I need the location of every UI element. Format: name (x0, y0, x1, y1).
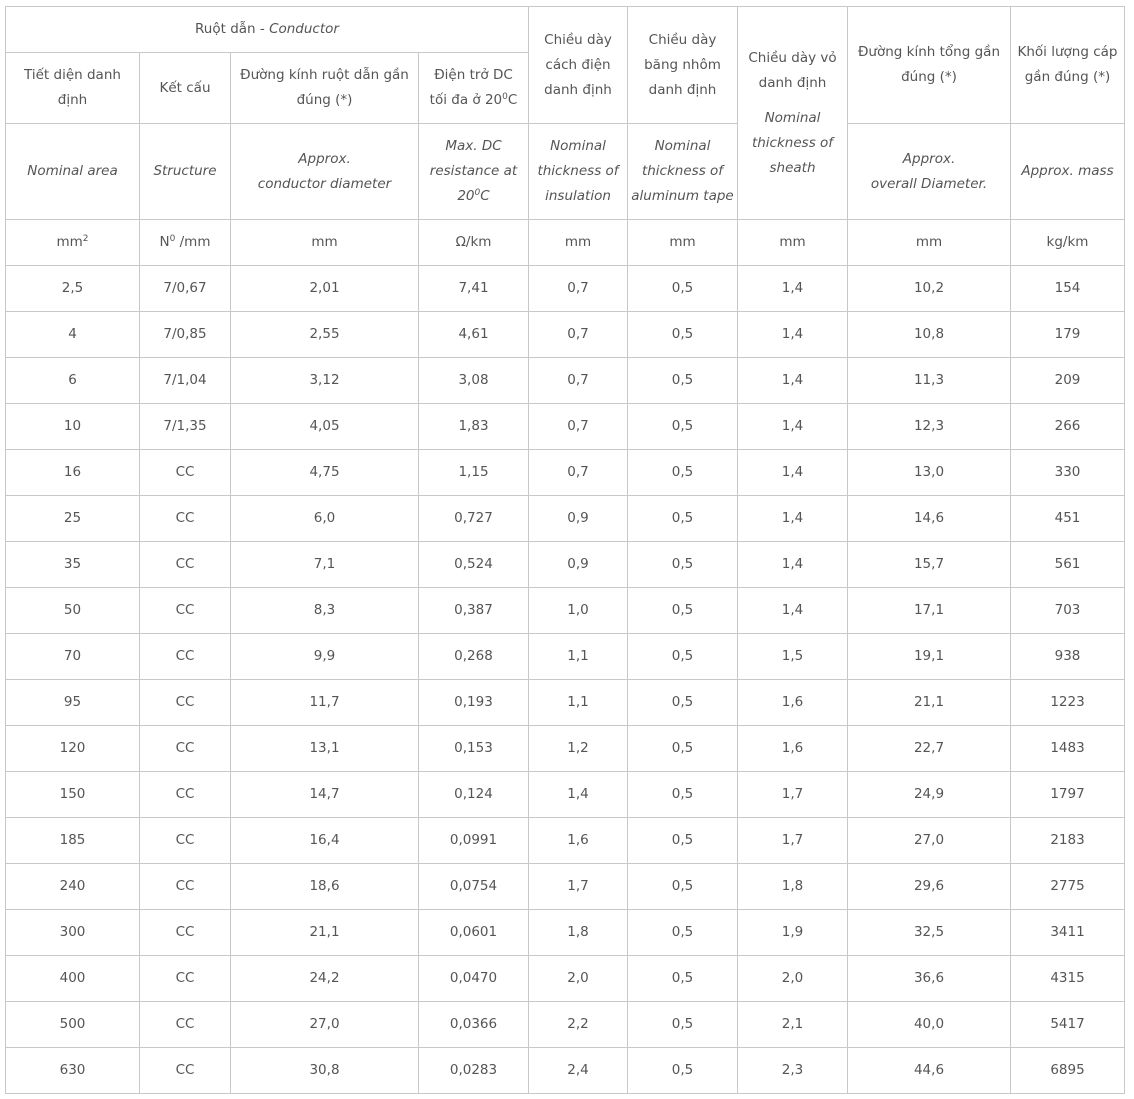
cell-sheath: 1,4 (738, 496, 848, 542)
cell-insulation: 0,9 (529, 542, 628, 588)
conductor-group-header (6, 7, 529, 53)
cell-aluminum-tape: 0,5 (628, 772, 738, 818)
cell-mass: 6895 (1011, 1048, 1125, 1094)
cell-overall-diameter: 22,7 (848, 726, 1011, 772)
cell-insulation: 0,9 (529, 496, 628, 542)
cell-aluminum-tape: 0,5 (628, 818, 738, 864)
cell-insulation: 2,2 (529, 1002, 628, 1048)
cell-structure: CC (140, 818, 231, 864)
cell-structure: CC (140, 496, 231, 542)
resistance-header-vi (419, 53, 529, 124)
conductor-diameter-en-line2: conductor diameter (257, 175, 392, 192)
cell-conductor-diameter: 27,0 (231, 1002, 419, 1048)
cell-resistance: 0,0991 (419, 818, 529, 864)
table-row (6, 312, 1125, 358)
cell-mass: 209 (1011, 358, 1125, 404)
cell-structure: CC (140, 542, 231, 588)
cell-overall-diameter: 10,2 (848, 266, 1011, 312)
cell-nominal-area: 240 (6, 864, 140, 910)
header-row-group (6, 7, 1125, 53)
sheath-header-en: Nominal thickness of sheath (751, 109, 834, 176)
cell-nominal-area: 120 (6, 726, 140, 772)
cell-overall-diameter: 19,1 (848, 634, 1011, 680)
sheath-header-vi: Chiều dày vỏ danh định (748, 49, 837, 91)
resistance-en-sup: 0 (474, 188, 481, 198)
resistance-vi-line2: tối đa ở 20 (429, 92, 503, 108)
cell-sheath: 1,5 (738, 634, 848, 680)
cell-resistance: 0,0754 (419, 864, 529, 910)
cell-insulation: 1,8 (529, 910, 628, 956)
cell-conductor-diameter: 8,3 (231, 588, 419, 634)
cell-conductor-diameter: 16,4 (231, 818, 419, 864)
cell-resistance: 1,83 (419, 404, 529, 450)
cell-aluminum-tape: 0,5 (628, 910, 738, 956)
cell-mass: 938 (1011, 634, 1125, 680)
table-row (6, 1002, 1125, 1048)
cell-insulation: 0,7 (529, 404, 628, 450)
cell-overall-diameter: 12,3 (848, 404, 1011, 450)
cell-conductor-diameter: 4,75 (231, 450, 419, 496)
cell-insulation: 1,6 (529, 818, 628, 864)
resistance-vi-line1: Điện trở DC (434, 67, 513, 83)
overall-diameter-header-en (848, 124, 1011, 220)
cell-conductor-diameter: 24,2 (231, 956, 419, 1002)
resistance-vi-sup: 0 (502, 92, 508, 102)
cell-mass: 154 (1011, 266, 1125, 312)
cell-conductor-diameter: 4,05 (231, 404, 419, 450)
cell-insulation: 2,0 (529, 956, 628, 1002)
overall-diameter-en-line1: Approx. (902, 150, 956, 167)
unit-mass: kg/km (1011, 220, 1125, 266)
conductor-group-en: Conductor (269, 21, 339, 37)
table-row (6, 864, 1125, 910)
aluminum-tape-header-en: Nominal thickness of aluminum tape (628, 124, 738, 220)
table-row (6, 496, 1125, 542)
cell-insulation: 0,7 (529, 450, 628, 496)
cell-overall-diameter: 29,6 (848, 864, 1011, 910)
unit-conductor-diameter: mm (231, 220, 419, 266)
resistance-en-unit: C (480, 188, 490, 204)
cell-structure: 7/0,67 (140, 266, 231, 312)
unit-structure-tail: /mm (175, 234, 211, 250)
cell-conductor-diameter: 14,7 (231, 772, 419, 818)
cell-structure: CC (140, 910, 231, 956)
header-row-en (6, 124, 1125, 220)
table-row (6, 634, 1125, 680)
cell-mass: 1797 (1011, 772, 1125, 818)
cell-conductor-diameter: 11,7 (231, 680, 419, 726)
cell-nominal-area: 150 (6, 772, 140, 818)
cell-resistance: 0,268 (419, 634, 529, 680)
cell-resistance: 0,0283 (419, 1048, 529, 1094)
resistance-header-en (419, 124, 529, 220)
table-row (6, 358, 1125, 404)
table-row (6, 588, 1125, 634)
cell-sheath: 1,4 (738, 312, 848, 358)
insulation-header-vi: Chiều dày cách điện danh định (529, 7, 628, 124)
cell-mass: 1223 (1011, 680, 1125, 726)
table-body (6, 266, 1125, 1094)
cell-overall-diameter: 32,5 (848, 910, 1011, 956)
cell-nominal-area: 16 (6, 450, 140, 496)
cell-resistance: 0,727 (419, 496, 529, 542)
cell-aluminum-tape: 0,5 (628, 588, 738, 634)
insulation-header-en: Nominal thickness of insulation (529, 124, 628, 220)
cell-sheath: 1,8 (738, 864, 848, 910)
cell-structure: CC (140, 634, 231, 680)
cell-structure: CC (140, 1048, 231, 1094)
cable-spec-table (5, 6, 1125, 1094)
unit-nominal-area-sup: 2 (82, 234, 89, 244)
cell-conductor-diameter: 2,01 (231, 266, 419, 312)
cell-insulation: 1,0 (529, 588, 628, 634)
cell-sheath: 1,4 (738, 450, 848, 496)
cell-aluminum-tape: 0,5 (628, 1048, 738, 1094)
table-row (6, 726, 1125, 772)
cell-sheath: 2,1 (738, 1002, 848, 1048)
cell-aluminum-tape: 0,5 (628, 680, 738, 726)
cell-insulation: 1,1 (529, 634, 628, 680)
cell-conductor-diameter: 2,55 (231, 312, 419, 358)
table-row (6, 772, 1125, 818)
cell-aluminum-tape: 0,5 (628, 956, 738, 1002)
unit-structure-sup: 0 (169, 234, 176, 244)
cell-resistance: 3,08 (419, 358, 529, 404)
cell-mass: 5417 (1011, 1002, 1125, 1048)
cell-overall-diameter: 24,9 (848, 772, 1011, 818)
conductor-diameter-header-vi: Đường kính ruột dẫn gần đúng (*) (231, 53, 419, 124)
structure-header-vi: Kết cấu (140, 53, 231, 124)
overall-diameter-en-line2: overall Diameter. (870, 175, 988, 192)
cell-conductor-diameter: 6,0 (231, 496, 419, 542)
cell-conductor-diameter: 3,12 (231, 358, 419, 404)
cell-aluminum-tape: 0,5 (628, 450, 738, 496)
cell-aluminum-tape: 0,5 (628, 312, 738, 358)
cell-mass: 4315 (1011, 956, 1125, 1002)
cell-nominal-area: 300 (6, 910, 140, 956)
table-row (6, 956, 1125, 1002)
conductor-diameter-en-line1: Approx. (298, 150, 351, 167)
cell-resistance: 0,124 (419, 772, 529, 818)
resistance-en-line2: resistance at (429, 163, 518, 179)
cell-aluminum-tape: 0,5 (628, 404, 738, 450)
cell-sheath: 1,9 (738, 910, 848, 956)
structure-header-en: Structure (140, 124, 231, 220)
cell-mass: 1483 (1011, 726, 1125, 772)
unit-structure (140, 220, 231, 266)
cell-overall-diameter: 13,0 (848, 450, 1011, 496)
cell-aluminum-tape: 0,5 (628, 864, 738, 910)
cell-nominal-area: 70 (6, 634, 140, 680)
cell-sheath: 1,7 (738, 818, 848, 864)
cell-conductor-diameter: 7,1 (231, 542, 419, 588)
mass-header-vi: Khối lượng cáp gần đúng (*) (1011, 7, 1125, 124)
cell-structure: CC (140, 680, 231, 726)
aluminum-tape-header-vi: Chiều dày băng nhôm danh định (628, 7, 738, 124)
conductor-group-vi: Ruột dẫn - (195, 21, 270, 37)
overall-diameter-header-vi: Đường kính tổng gần đúng (*) (848, 7, 1011, 124)
cell-nominal-area: 500 (6, 1002, 140, 1048)
cell-aluminum-tape: 0,5 (628, 266, 738, 312)
cell-insulation: 0,7 (529, 358, 628, 404)
conductor-diameter-header-en (231, 124, 419, 220)
cell-resistance: 0,0366 (419, 1002, 529, 1048)
cell-insulation: 1,4 (529, 772, 628, 818)
cell-mass: 266 (1011, 404, 1125, 450)
cell-overall-diameter: 17,1 (848, 588, 1011, 634)
unit-aluminum-tape: mm (628, 220, 738, 266)
cell-structure: CC (140, 726, 231, 772)
cell-insulation: 2,4 (529, 1048, 628, 1094)
cell-nominal-area: 10 (6, 404, 140, 450)
cell-structure: 7/0,85 (140, 312, 231, 358)
cell-aluminum-tape: 0,5 (628, 542, 738, 588)
cell-sheath: 1,4 (738, 588, 848, 634)
header-row-units (6, 220, 1125, 266)
cell-mass: 2183 (1011, 818, 1125, 864)
cell-overall-diameter: 21,1 (848, 680, 1011, 726)
table-row (6, 542, 1125, 588)
cell-overall-diameter: 36,6 (848, 956, 1011, 1002)
unit-nominal-area (6, 220, 140, 266)
cell-nominal-area: 400 (6, 956, 140, 1002)
unit-nominal-area-base: mm (56, 234, 83, 250)
cell-mass: 330 (1011, 450, 1125, 496)
resistance-vi-unit: C (507, 92, 518, 108)
cell-overall-diameter: 15,7 (848, 542, 1011, 588)
cell-sheath: 2,3 (738, 1048, 848, 1094)
cell-resistance: 0,0470 (419, 956, 529, 1002)
cell-overall-diameter: 27,0 (848, 818, 1011, 864)
resistance-en-line1: Max. DC (445, 138, 502, 154)
cell-overall-diameter: 11,3 (848, 358, 1011, 404)
cell-nominal-area: 35 (6, 542, 140, 588)
cell-insulation: 1,2 (529, 726, 628, 772)
unit-insulation: mm (529, 220, 628, 266)
cell-aluminum-tape: 0,5 (628, 496, 738, 542)
cell-resistance: 0,193 (419, 680, 529, 726)
unit-structure-base: N (159, 234, 170, 250)
unit-overall-diameter: mm (848, 220, 1011, 266)
unit-sheath: mm (738, 220, 848, 266)
cell-resistance: 1,15 (419, 450, 529, 496)
table-row (6, 404, 1125, 450)
cell-sheath: 1,4 (738, 358, 848, 404)
cell-nominal-area: 50 (6, 588, 140, 634)
cell-resistance: 0,387 (419, 588, 529, 634)
cell-insulation: 1,7 (529, 864, 628, 910)
cell-conductor-diameter: 30,8 (231, 1048, 419, 1094)
sheath-header (738, 7, 848, 220)
cell-overall-diameter: 14,6 (848, 496, 1011, 542)
cell-structure: CC (140, 1002, 231, 1048)
cell-mass: 451 (1011, 496, 1125, 542)
cell-sheath: 1,7 (738, 772, 848, 818)
cell-structure: CC (140, 956, 231, 1002)
cell-nominal-area: 95 (6, 680, 140, 726)
resistance-en-line3: 20 (457, 188, 475, 204)
cell-sheath: 2,0 (738, 956, 848, 1002)
cell-overall-diameter: 10,8 (848, 312, 1011, 358)
nominal-area-header-en: Nominal area (6, 124, 140, 220)
cell-nominal-area: 25 (6, 496, 140, 542)
cell-structure: CC (140, 450, 231, 496)
cell-nominal-area: 2,5 (6, 266, 140, 312)
cell-structure: CC (140, 588, 231, 634)
table-row (6, 266, 1125, 312)
cell-mass: 561 (1011, 542, 1125, 588)
cell-structure: 7/1,35 (140, 404, 231, 450)
table-row (6, 818, 1125, 864)
cell-conductor-diameter: 18,6 (231, 864, 419, 910)
nominal-area-header-vi: Tiết diện danh định (6, 53, 140, 124)
mass-header-en: Approx. mass (1011, 124, 1125, 220)
cell-nominal-area: 185 (6, 818, 140, 864)
cell-structure: 7/1,04 (140, 358, 231, 404)
cell-sheath: 1,4 (738, 542, 848, 588)
table-header (6, 7, 1125, 266)
cell-overall-diameter: 40,0 (848, 1002, 1011, 1048)
cell-resistance: 7,41 (419, 266, 529, 312)
cell-insulation: 1,1 (529, 680, 628, 726)
cell-resistance: 0,524 (419, 542, 529, 588)
cell-resistance: 4,61 (419, 312, 529, 358)
table-row (6, 680, 1125, 726)
table-row (6, 450, 1125, 496)
cell-mass: 3411 (1011, 910, 1125, 956)
cell-sheath: 1,4 (738, 266, 848, 312)
cell-resistance: 0,0601 (419, 910, 529, 956)
table-row (6, 910, 1125, 956)
cell-conductor-diameter: 13,1 (231, 726, 419, 772)
cell-sheath: 1,6 (738, 680, 848, 726)
cell-nominal-area: 4 (6, 312, 140, 358)
cell-mass: 2775 (1011, 864, 1125, 910)
cell-mass: 703 (1011, 588, 1125, 634)
cell-conductor-diameter: 9,9 (231, 634, 419, 680)
cell-aluminum-tape: 0,5 (628, 634, 738, 680)
cell-sheath: 1,4 (738, 404, 848, 450)
table-row (6, 1048, 1125, 1094)
cell-conductor-diameter: 21,1 (231, 910, 419, 956)
cell-aluminum-tape: 0,5 (628, 358, 738, 404)
cell-overall-diameter: 44,6 (848, 1048, 1011, 1094)
cell-structure: CC (140, 772, 231, 818)
cell-mass: 179 (1011, 312, 1125, 358)
cell-nominal-area: 630 (6, 1048, 140, 1094)
cell-structure: CC (140, 864, 231, 910)
cell-insulation: 0,7 (529, 312, 628, 358)
cell-aluminum-tape: 0,5 (628, 726, 738, 772)
cell-aluminum-tape: 0,5 (628, 1002, 738, 1048)
cell-resistance: 0,153 (419, 726, 529, 772)
cell-insulation: 0,7 (529, 266, 628, 312)
cell-sheath: 1,6 (738, 726, 848, 772)
unit-resistance: Ω/km (419, 220, 529, 266)
cell-nominal-area: 6 (6, 358, 140, 404)
